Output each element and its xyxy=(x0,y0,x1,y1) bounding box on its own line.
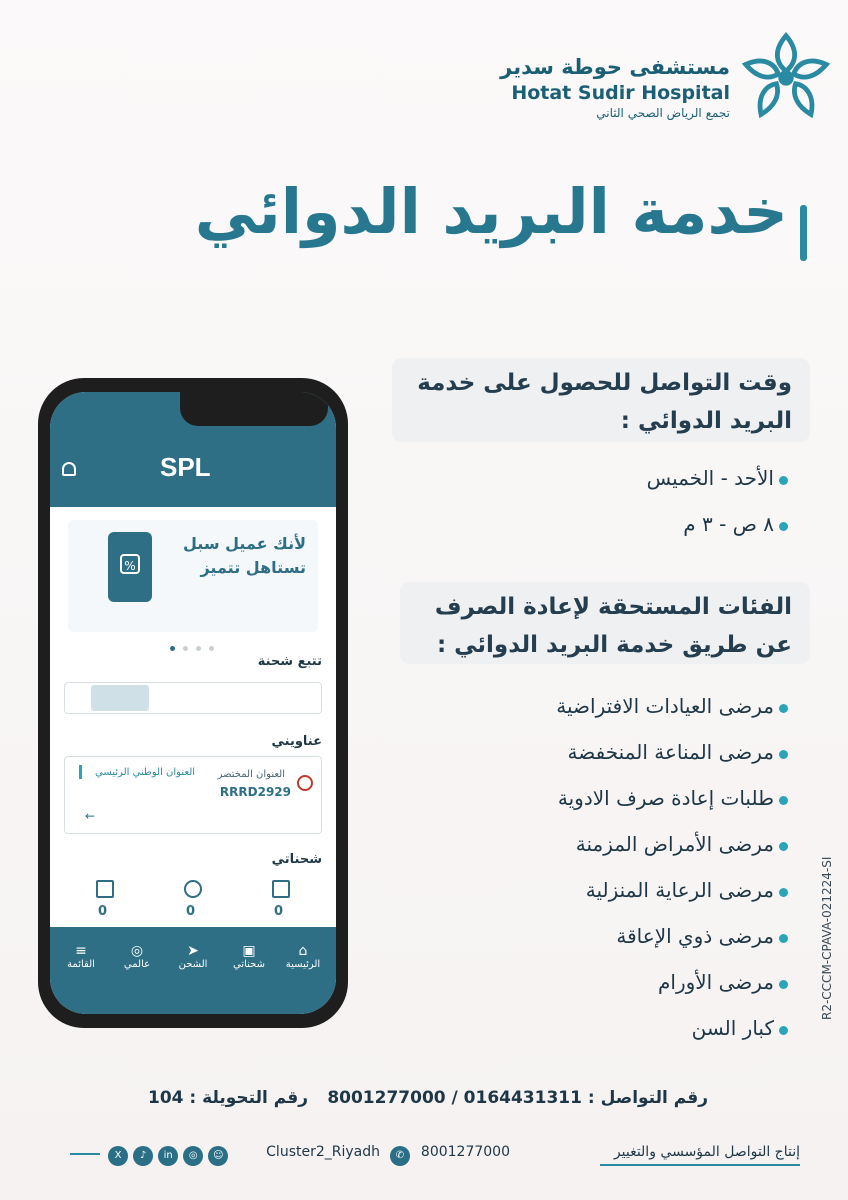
nav-item-global[interactable] xyxy=(112,943,162,970)
footer-underline xyxy=(600,1164,800,1166)
nav-item-ship[interactable] xyxy=(168,943,218,970)
nav-item-home[interactable] xyxy=(278,943,328,970)
list-item: مرضى العيادات الافتراضية xyxy=(556,694,774,718)
eligible-list xyxy=(392,688,810,1048)
shipment-counters xyxy=(64,876,322,928)
bullet-icon xyxy=(779,796,788,805)
document-code: R2-CCCM-CPAVA-021224-SI xyxy=(820,856,834,1020)
count-value: 0 xyxy=(274,904,284,919)
bottom-nav xyxy=(50,927,336,1014)
social-handle[interactable]: Cluster2_Riyadh xyxy=(266,1144,380,1160)
extension-number: رقم التحويلة : 104 xyxy=(148,1088,308,1108)
instagram-icon[interactable]: ◎ xyxy=(183,1146,203,1166)
nav-label: الشحن xyxy=(178,959,208,970)
track-shipment-label: تتبع شحنة xyxy=(257,654,322,669)
box-icon: ▣ xyxy=(242,943,256,959)
linkedin-icon[interactable]: in xyxy=(158,1146,178,1166)
send-icon: ➤ xyxy=(187,943,199,959)
location-pin-icon xyxy=(297,775,313,791)
short-address-label: العنوان المختصر xyxy=(217,769,285,780)
bullet-icon xyxy=(779,1026,788,1035)
bullet-icon xyxy=(779,522,788,531)
social-icons xyxy=(108,1143,228,1166)
page-title: خدمة البريد الدوائي xyxy=(194,175,788,248)
address-accent-bar xyxy=(79,765,82,779)
promo-banner[interactable] xyxy=(68,520,318,632)
bullet-icon xyxy=(779,750,788,759)
incoming-box-icon[interactable] xyxy=(272,880,290,898)
footer-phone[interactable]: 8001277000 xyxy=(420,1144,510,1160)
bullet-icon xyxy=(779,476,788,485)
list-item: مرضى الأورام xyxy=(658,970,774,994)
nav-label: عالمي xyxy=(123,959,151,970)
carousel-dots[interactable] xyxy=(170,636,220,642)
nav-label: الرئيسية xyxy=(285,959,321,970)
hospital-name-en: Hotat Sudir Hospital xyxy=(511,82,730,104)
phone-notch xyxy=(180,392,328,426)
list-item: طلبات إعادة صرف الادوية xyxy=(557,786,774,810)
track-button[interactable] xyxy=(91,685,149,711)
nav-label: القائمة xyxy=(67,959,95,970)
banner-line-1: لأنك عميل سبل xyxy=(183,534,306,553)
snapchat-icon[interactable]: ☺ xyxy=(208,1146,228,1166)
count-value: 0 xyxy=(98,904,108,919)
footer-bar xyxy=(60,1140,800,1168)
nav-item-menu[interactable] xyxy=(56,943,106,970)
app-logo: SPL xyxy=(160,452,211,482)
list-item: الأحد - الخميس xyxy=(646,466,774,490)
arrow-left-icon[interactable]: ← xyxy=(85,809,96,823)
tiktok-icon[interactable]: ♪ xyxy=(133,1146,153,1166)
contact-time-list xyxy=(392,460,810,550)
bullet-icon xyxy=(779,934,788,943)
contact-numbers: رقم التواصل : 0164431311 / 8001277000 xyxy=(327,1088,708,1108)
hospital-logo-icon xyxy=(738,28,834,124)
phone-screen xyxy=(50,392,336,1014)
list-item: مرضى ذوي الإعاقة xyxy=(616,924,774,948)
bullet-icon xyxy=(779,980,788,989)
list-item: مرضى المناعة المنخفضة xyxy=(567,740,774,764)
eligible-heading: الفئات المستحقة لإعادة الصرف عن طريق خدمة البريد الدوائي : xyxy=(400,582,810,664)
bullet-icon xyxy=(779,842,788,851)
my-addresses-label: عناويني xyxy=(271,734,322,749)
phone-icon: ✆ xyxy=(390,1143,410,1166)
percent-icon: % xyxy=(120,554,140,574)
globe-icon: ◎ xyxy=(130,943,144,959)
national-address-label: العنوان الوطني الرئيسي xyxy=(95,767,196,778)
nav-item-shipments[interactable] xyxy=(224,943,274,970)
nav-label: شحناتي xyxy=(232,959,266,970)
banner-line-2: تستاهل تتميز xyxy=(200,558,306,577)
count-value: 0 xyxy=(186,904,196,919)
footer-divider xyxy=(70,1153,100,1155)
tracking-input[interactable] xyxy=(64,682,322,714)
address-card[interactable] xyxy=(64,756,322,834)
contact-time-heading: وقت التواصل للحصول على خدمة البريد الدوائي : xyxy=(392,358,810,442)
menu-icon: ≡ xyxy=(75,943,87,959)
bell-icon[interactable] xyxy=(62,462,76,476)
bullet-icon xyxy=(779,888,788,897)
list-item: ٨ ص - ٣ م xyxy=(683,512,774,536)
short-address-value: RRRD2929 xyxy=(219,785,291,799)
x-icon[interactable]: X xyxy=(108,1146,128,1166)
transit-icon[interactable] xyxy=(184,880,202,898)
title-accent-bar xyxy=(800,205,807,261)
list-item: مرضى الرعاية المنزلية xyxy=(585,878,774,902)
hospital-name-ar: مستشفى حوطة سدير xyxy=(500,55,730,79)
home-icon: ⌂ xyxy=(298,943,308,959)
my-shipments-label: شحناتي xyxy=(271,852,322,867)
list-item: مرضى الأمراض المزمنة xyxy=(575,832,774,856)
bullet-icon xyxy=(779,704,788,713)
outgoing-box-icon[interactable] xyxy=(96,880,114,898)
list-item: كبار السن xyxy=(691,1016,774,1040)
cluster-name: تجمع الرياض الصحي الثاني xyxy=(596,106,730,120)
production-credit: إنتاج التواصل المؤسسي والتغيير xyxy=(613,1144,800,1160)
